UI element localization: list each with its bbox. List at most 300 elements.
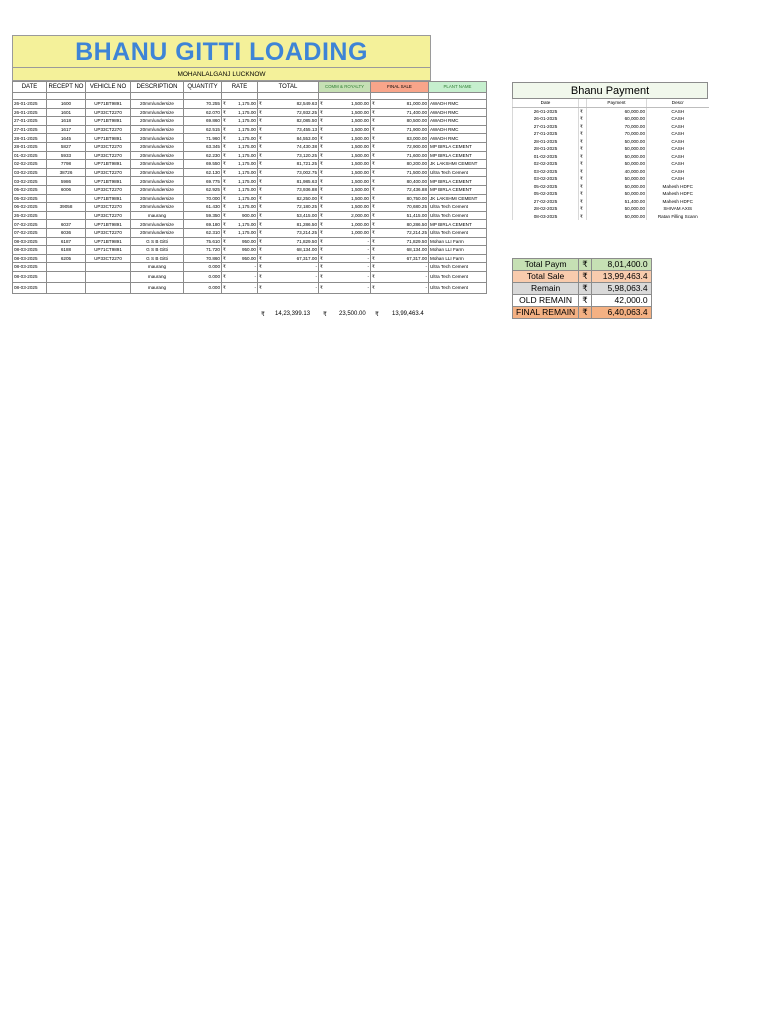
payment-col-payment: Payment [587,99,647,107]
payment-date: 28-01-2025 [513,145,579,153]
rupee-symbol: ₹ [372,204,375,210]
row-plant-name: AWADH RMC [429,117,487,126]
row-comm-royalty [319,108,371,117]
payment-amount: 50,000.00 [587,145,647,153]
payment-descr: Mahesh HDFC [647,190,709,198]
row-rate [222,185,258,194]
summary-currency: ₹ [579,283,591,295]
row-final-sale-value: 71,500.00 [406,169,427,175]
rupee-symbol: ₹ [259,118,262,124]
payment-currency: ₹ [579,160,587,168]
row-date: 03-02-2025 [13,177,47,186]
row-rate-value: 1,175.00 [238,169,256,175]
row-recept-no [47,194,86,203]
payment-date: 05-02-2025 [513,190,579,198]
row-total-value: 68,134.00 [296,247,317,253]
row-vehicle-no: UP71BT9891 [86,117,131,126]
summary-currency: ₹ [579,307,591,319]
payment-descr: SHIVAM AXIS [647,205,709,213]
row-rate-value: 1,175.00 [238,101,256,107]
row-total-value: 53,415.00 [296,212,317,218]
row-final-sale-value: 70,680.25 [406,204,427,210]
row-rate-value: 900.00 [241,212,256,218]
row-quantity: 62.130 [184,168,222,177]
rupee-symbol: ₹ [223,118,226,124]
row-plant-name: Ultra Tech Cement [429,271,487,282]
rupee-symbol: ₹ [320,178,323,184]
rupee-symbol: ₹ [320,152,323,158]
table-row [13,271,487,282]
payment-currency: ₹ [579,153,587,161]
rupee-symbol: ₹ [223,161,226,167]
row-rate [222,125,258,134]
row-comm-royalty [319,100,371,109]
row-rate [222,237,258,246]
payment-date: 03-02-2025 [513,168,579,176]
row-comm-royalty [319,271,371,282]
rupee-symbol: ₹ [223,187,226,193]
row-vehicle-no: UP33CT2270 [86,203,131,212]
row-rate-value: 1,175.00 [238,135,256,141]
row-final-sale [371,142,429,151]
table-row [13,117,487,126]
table-row [13,254,487,263]
payment-descr: CASH [647,107,709,115]
row-quantity: 70.000 [184,194,222,203]
row-total [258,194,319,203]
row-plant-name: Mohan LLI Farm [429,237,487,246]
rupee-symbol: ₹ [259,135,262,141]
row-quantity: 70.860 [184,254,222,263]
rupee-symbol: ₹ [320,135,323,141]
rupee-symbol: ₹ [259,255,262,261]
row-final-sale-value: 83,000.00 [406,135,427,141]
table-row [13,220,487,229]
row-recept-no: 1600 [47,100,86,109]
summary-row [513,295,652,307]
row-quantity: 69.550 [184,160,222,169]
row-comm-royalty [319,117,371,126]
payment-date: 26-01-2025 [513,107,579,115]
rupee-symbol: ₹ [259,238,262,244]
summary-value: 6,40,063.4 [591,307,651,319]
payment-descr: CASH [647,145,709,153]
row-rate-value: 1,175.00 [238,152,256,158]
rupee-symbol: ₹ [223,255,226,261]
row-total [258,142,319,151]
row-rate [222,168,258,177]
payment-date: 28-01-2025 [513,138,579,146]
rupee-symbol: ₹ [223,109,226,115]
grand-total-value: 14,23,399.13 [275,311,311,317]
row-recept-no: 1617 [47,125,86,134]
row-date: 02-02-2025 [13,160,47,169]
payment-amount: 50,000.00 [587,138,647,146]
row-total-value: 67,317.00 [296,255,317,261]
rupee-symbol: ₹ [259,212,262,218]
row-comm-royalty [319,263,371,272]
rupee-symbol: ₹ [372,247,375,253]
payment-currency: ₹ [579,138,587,146]
table-header-row [13,82,487,93]
rupee-symbol: ₹ [223,204,226,210]
row-final-sale [371,254,429,263]
row-rate [222,108,258,117]
row-total-value: 82,085.50 [296,118,317,124]
row-total [258,246,319,255]
summary-label: Total Sale [513,271,579,283]
rupee-symbol: ₹ [320,212,323,218]
table-row [13,168,487,177]
row-quantity: 62.310 [184,228,222,237]
row-date: 07-02-2025 [13,228,47,237]
row-recept-no [47,282,86,293]
row-quantity: 70.255 [184,100,222,109]
row-recept-no: 6205 [47,254,86,263]
table-row [13,203,487,212]
row-final-sale-value: - [425,273,427,279]
col-header-recept: RECEPT NO [47,82,86,93]
row-total-value: 73,120.25 [296,152,317,158]
row-plant-name: AWADH RMC [429,134,487,143]
row-rate [222,177,258,186]
final-currency: ₹ [375,312,379,318]
row-total [258,177,319,186]
payment-amount: 60,000.00 [587,115,647,123]
row-date: 08-03-2025 [13,282,47,293]
row-plant-name: Mohan LLI Farm [429,246,487,255]
row-comm-royalty [319,254,371,263]
row-plant-name: MP BIRLA CEMENT [429,185,487,194]
row-total-value: 73,455.13 [296,126,317,132]
row-description: 20mm/undersize [131,108,184,117]
row-vehicle-no [86,282,131,293]
payment-col-date: Date [513,99,579,107]
row-final-sale-value: 71,900.00 [406,126,427,132]
row-comm-royalty-value: 1,500.00 [351,195,369,201]
payment-date: 26-01-2025 [513,115,579,123]
rupee-symbol: ₹ [372,152,375,158]
row-rate [222,220,258,229]
row-total-value: 82,250.00 [296,195,317,201]
rupee-symbol: ₹ [223,135,226,141]
rupee-symbol: ₹ [259,178,262,184]
rupee-symbol: ₹ [259,264,262,270]
row-date: 28-01-2025 [13,142,47,151]
row-vehicle-no: UP71BT9891 [86,237,131,246]
payment-amount: 70,000.00 [587,130,647,138]
row-final-sale [371,246,429,255]
row-plant-name: Mohan LLI Farm [429,254,487,263]
row-comm-royalty [319,220,371,229]
row-date: 27-01-2025 [13,125,47,134]
row-final-sale [371,160,429,169]
payment-descr: CASH [647,168,709,176]
payment-row [513,160,709,168]
rupee-symbol: ₹ [223,144,226,150]
row-rate-value: - [254,284,256,290]
rupee-symbol: ₹ [259,109,262,115]
row-total-value: 74,430.38 [296,144,317,150]
row-date: 26-01-2025 [13,108,47,117]
row-vehicle-no: UP71BT9891 [86,100,131,109]
row-quantity: 0.000 [184,282,222,293]
table-row [13,211,487,220]
row-rate [222,271,258,282]
table-row [13,125,487,134]
col-header-date: DATE [13,82,47,93]
row-final-sale [371,151,429,160]
payment-row [513,168,709,176]
summary-body [513,259,652,319]
payment-amount: 50,000.00 [587,190,647,198]
table-row [13,263,487,272]
row-quantity: 61.430 [184,203,222,212]
rupee-symbol: ₹ [223,247,226,253]
payment-row [513,213,709,221]
row-vehicle-no: UP33CT2270 [86,125,131,134]
summary-label: FINAL REMAIN [513,307,579,319]
row-recept-no: 5933 [47,151,86,160]
row-comm-royalty [319,194,371,203]
payment-body [513,107,709,220]
summary-table [512,258,652,319]
payment-row [513,175,709,183]
row-total [258,168,319,177]
row-vehicle-no [86,263,131,272]
rupee-symbol: ₹ [259,161,262,167]
payment-currency: ₹ [579,190,587,198]
row-description: 20mm/undersize [131,194,184,203]
rupee-symbol: ₹ [372,187,375,193]
row-description: maurang [131,271,184,282]
row-comm-royalty-value: 1,500.00 [351,144,369,150]
row-final-sale-value: - [425,264,427,270]
payment-currency: ₹ [579,115,587,123]
summary-row [513,271,652,283]
payment-row [513,130,709,138]
row-rate-value: - [254,273,256,279]
row-final-sale [371,177,429,186]
table-row [13,228,487,237]
col-header-total: TOTAL [258,82,319,93]
rupee-symbol: ₹ [259,230,262,236]
row-date: 08-03-2025 [13,246,47,255]
row-vehicle-no: UP71BT9891 [86,160,131,169]
payment-currency: ₹ [579,130,587,138]
row-description: 20mm/undersize [131,185,184,194]
row-plant-name: MP BIRLA CEMENT [429,151,487,160]
row-total [258,228,319,237]
payment-amount: 51,400.00 [587,198,647,206]
payment-row [513,183,709,191]
rupee-symbol: ₹ [320,161,323,167]
row-rate-value: 950.00 [241,247,256,253]
row-total-value: - [315,264,317,270]
row-comm-royalty-value: - [367,273,369,279]
row-recept-no: 1645 [47,134,86,143]
rupee-symbol: ₹ [259,221,262,227]
rupee-symbol: ₹ [259,101,262,107]
payment-amount: 50,000.00 [587,175,647,183]
row-vehicle-no: UP71BT9891 [86,220,131,229]
row-rate-value: 1,175.00 [238,221,256,227]
row-final-sale-value: 72,214.25 [406,230,427,236]
payment-date: 08-03-2025 [513,213,579,221]
row-comm-royalty [319,237,371,246]
rupee-symbol: ₹ [320,221,323,227]
row-rate-value: 1,175.00 [238,109,256,115]
row-rate-value: 1,175.00 [238,126,256,132]
rupee-symbol: ₹ [320,118,323,124]
rupee-symbol: ₹ [320,284,323,290]
row-vehicle-no: UP71CT9891 [86,246,131,255]
payment-row [513,198,709,206]
row-rate-value: 1,175.00 [238,178,256,184]
row-total-value: - [315,284,317,290]
row-description: 20mm/undersize [131,203,184,212]
row-quantity: 75.610 [184,237,222,246]
summary-label: OLD REMAIN [513,295,579,307]
row-vehicle-no: UP33CT2270 [86,108,131,117]
row-plant-name: AWADH RMC [429,100,487,109]
row-rate [222,142,258,151]
rupee-symbol: ₹ [372,212,375,218]
row-vehicle-no: UP33CT2270 [86,254,131,263]
row-rate [222,100,258,109]
row-rate [222,203,258,212]
row-vehicle-no: UP71BT9891 [86,194,131,203]
rupee-symbol: ₹ [320,144,323,150]
row-vehicle-no: UP33CT2270 [86,151,131,160]
rupee-symbol: ₹ [223,273,226,279]
summary-currency: ₹ [579,271,591,283]
row-rate-value: 1,175.00 [238,187,256,193]
rupee-symbol: ₹ [372,255,375,261]
row-final-sale [371,134,429,143]
payment-date: 03-02-2025 [513,175,579,183]
payment-currency: ₹ [579,168,587,176]
summary-value: 13,99,463.4 [591,271,651,283]
payment-descr: Mahesh HDFC [647,183,709,191]
payment-descr: Mahesh HDFC [647,198,709,206]
row-vehicle-no: UP71BT9891 [86,177,131,186]
row-quantity: 62.070 [184,108,222,117]
row-description: maurang [131,263,184,272]
row-description: maurang [131,211,184,220]
row-description: 20mm/undersize [131,177,184,186]
payment-currency: ₹ [579,213,587,221]
rupee-symbol: ₹ [372,230,375,236]
row-comm-royalty-value: 1,500.00 [351,161,369,167]
row-comm-royalty-value: - [367,264,369,270]
row-recept-no: 1618 [47,117,86,126]
col-header-description: DESCRIPTION [131,82,184,93]
payment-header-row [513,99,709,107]
rupee-symbol: ₹ [259,169,262,175]
row-total-value: 71,829.50 [296,238,317,244]
row-final-sale-value: 67,317.00 [406,255,427,261]
row-rate-value: - [254,264,256,270]
row-recept-no: 6006 [47,185,86,194]
rupee-symbol: ₹ [223,101,226,107]
row-plant-name: MP BIRLA CEMENT [429,220,487,229]
row-rate-value: 950.00 [241,255,256,261]
row-comm-royalty-value: 1,000.00 [351,221,369,227]
row-recept-no: 6187 [47,237,86,246]
row-description: 20mm/undersize [131,160,184,169]
row-total [258,254,319,263]
payment-amount: 60,000.00 [587,107,647,115]
summary-currency: ₹ [579,259,591,271]
final-sale-total-value: 13,99,463.4 [392,311,424,317]
payment-table [512,99,709,220]
payment-amount: 50,000.00 [587,183,647,191]
summary-value: 8,01,400.0 [591,259,651,271]
rupee-symbol: ₹ [223,178,226,184]
table-row [13,246,487,255]
row-rate [222,282,258,293]
payment-row [513,153,709,161]
payment-date: 27-01-2025 [513,130,579,138]
col-header-rate: RATE [222,82,258,93]
row-comm-royalty-value: 1,500.00 [351,187,369,193]
row-plant-name: JK LAKSHMI CEMENT [429,160,487,169]
row-total-value: 72,932.25 [296,109,317,115]
row-date: 05-02-2025 [13,185,47,194]
rupee-symbol: ₹ [223,264,226,270]
row-vehicle-no: UP33CT2270 [86,142,131,151]
payment-descr: CASH [647,123,709,131]
payment-row [513,190,709,198]
row-recept-no: 7798 [47,160,86,169]
row-total-value: 73,936.88 [296,187,317,193]
row-rate-value: 1,175.00 [238,230,256,236]
row-comm-royalty [319,168,371,177]
row-recept-no: 6188 [47,246,86,255]
row-plant-name: Ultra Tech Cement [429,168,487,177]
table-header-spacer-row [13,93,487,100]
rupee-symbol: ₹ [372,221,375,227]
table-row [13,100,487,109]
payment-amount: 50,000.00 [587,160,647,168]
row-total [258,203,319,212]
row-total [258,125,319,134]
row-quantity: 59.350 [184,211,222,220]
rupee-symbol: ₹ [372,238,375,244]
rupee-symbol: ₹ [259,152,262,158]
table-row [13,142,487,151]
row-rate-value: 1,175.00 [238,118,256,124]
payment-row [513,115,709,123]
rupee-symbol: ₹ [372,178,375,184]
row-final-sale-value: 71,600.00 [406,152,427,158]
row-description: G S B Gitti [131,246,184,255]
row-description: G S B Gitti [131,254,184,263]
row-description: 20mm/undersize [131,168,184,177]
row-quantity: 62.925 [184,185,222,194]
row-total [258,160,319,169]
row-recept-no [47,271,86,282]
rupee-symbol: ₹ [259,144,262,150]
rupee-symbol: ₹ [259,247,262,253]
row-final-sale-value: 72,436.88 [406,187,427,193]
row-comm-royalty [319,142,371,151]
row-rate [222,211,258,220]
rupee-symbol: ₹ [223,152,226,158]
payment-col-descr: Descr [647,99,709,107]
rupee-symbol: ₹ [320,187,323,193]
